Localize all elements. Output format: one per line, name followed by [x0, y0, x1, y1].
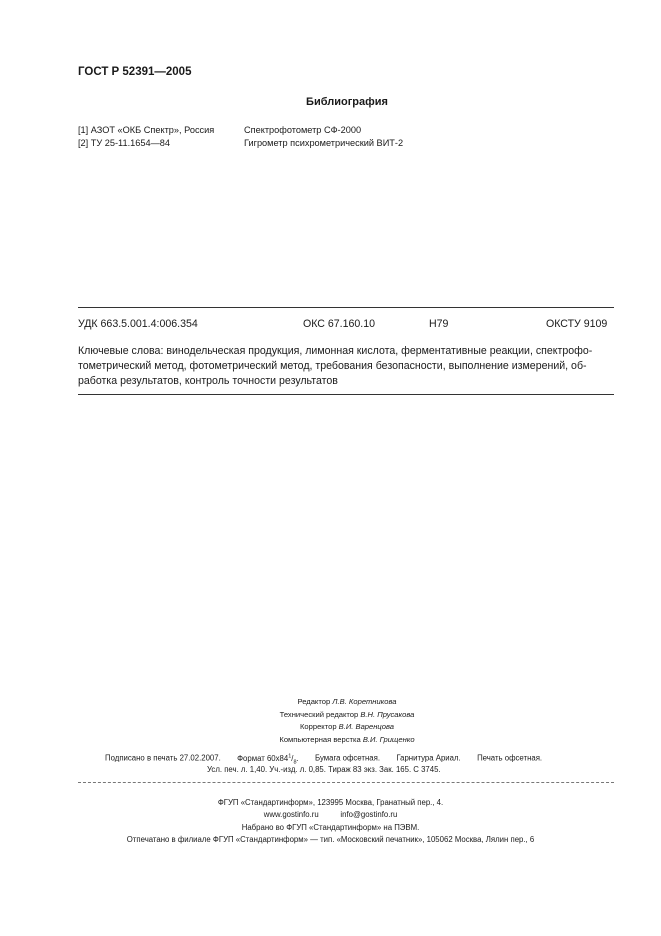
credit-name: В.Н. Прусакова [360, 709, 415, 719]
credit-role: Корректор [299, 722, 339, 731]
paper-format: Формат $60x84^1/_8$. [237, 753, 299, 766]
credit-role: Компьютерная верстка [279, 734, 363, 744]
okstu-code: ОКСТУ 9109 [546, 318, 608, 330]
bibliography-desc: Спектрофотометр СФ-2000 [244, 125, 362, 135]
udk-code: УДК 663.5.001.4:006.354 [78, 318, 198, 330]
credits-block [0, 696, 661, 746]
keywords-line: работка результатов, контроль точности результатов [78, 375, 338, 387]
credit-name: Л.В. Коретникова [332, 697, 397, 706]
bibliography-desc: Гигрометр психрометрический ВИТ-2 [244, 138, 404, 148]
bibliography-ref: [1] АЗОТ «ОКБ Спектр», Россия [78, 125, 215, 135]
footer-links: www.gostinfo.ru info@gostinfo.ru [263, 810, 398, 820]
bibliography-title: Библиография [306, 96, 388, 108]
group-code: Н79 [429, 318, 449, 330]
divider-top [78, 307, 614, 308]
signed-date: Подписано в печать 27.02.2007. [105, 753, 221, 763]
credit-name: В.И. Грищенко [362, 734, 415, 744]
print-sheets-line: Усл. печ. л. 1,40. Уч.-изд. л. 0,85. Тираж 83 экз. Зак. 165. С 3745. [207, 765, 441, 774]
keywords-block [78, 344, 616, 389]
credit-role: Технический редактор [279, 709, 361, 719]
credit-role: Редактор [297, 697, 333, 706]
footer-line: Отпечатано в филиале ФГУП «Стандартинформ» — тип. «Московский печатник», 105062 Москва, Лялин пер., 6 [126, 834, 535, 844]
keywords-line: тометрический метод, фотометрический метод, требования безопасности, выполнение измерений, об- [78, 360, 587, 372]
credit-line [0, 696, 661, 709]
paper-type: Бумага офсетная. [315, 753, 380, 763]
print-info-line [105, 753, 542, 765]
credit-line [0, 721, 661, 734]
oks-code: ОКС 67.160.10 [303, 318, 376, 330]
divider-bottom [78, 394, 614, 395]
credit-name: В.И. Варенцова [338, 722, 394, 731]
typeface: Гарнитура Ариал. [396, 753, 461, 763]
printing-type: Печать офсетная. [477, 753, 543, 763]
credit-line [0, 734, 661, 747]
keywords-line: Ключевые слова: винодельческая продукция, лимонная кислота, ферментативные реакции, спектрофо- [78, 345, 593, 357]
footer-line: Набрано во ФГУП «Стандартинформ» на ПЭВМ. [241, 822, 420, 832]
publisher-footer [0, 797, 661, 846]
standard-number: ГОСТ Р 52391—2005 [78, 66, 192, 78]
divider-footer [78, 782, 614, 783]
bibliography-ref: [2] ТУ 25-11.1654—84 [78, 138, 170, 148]
credit-line [0, 709, 661, 722]
footer-line: ФГУП «Стандартинформ», 123995 Москва, Гранатный пер., 4. [217, 798, 444, 807]
